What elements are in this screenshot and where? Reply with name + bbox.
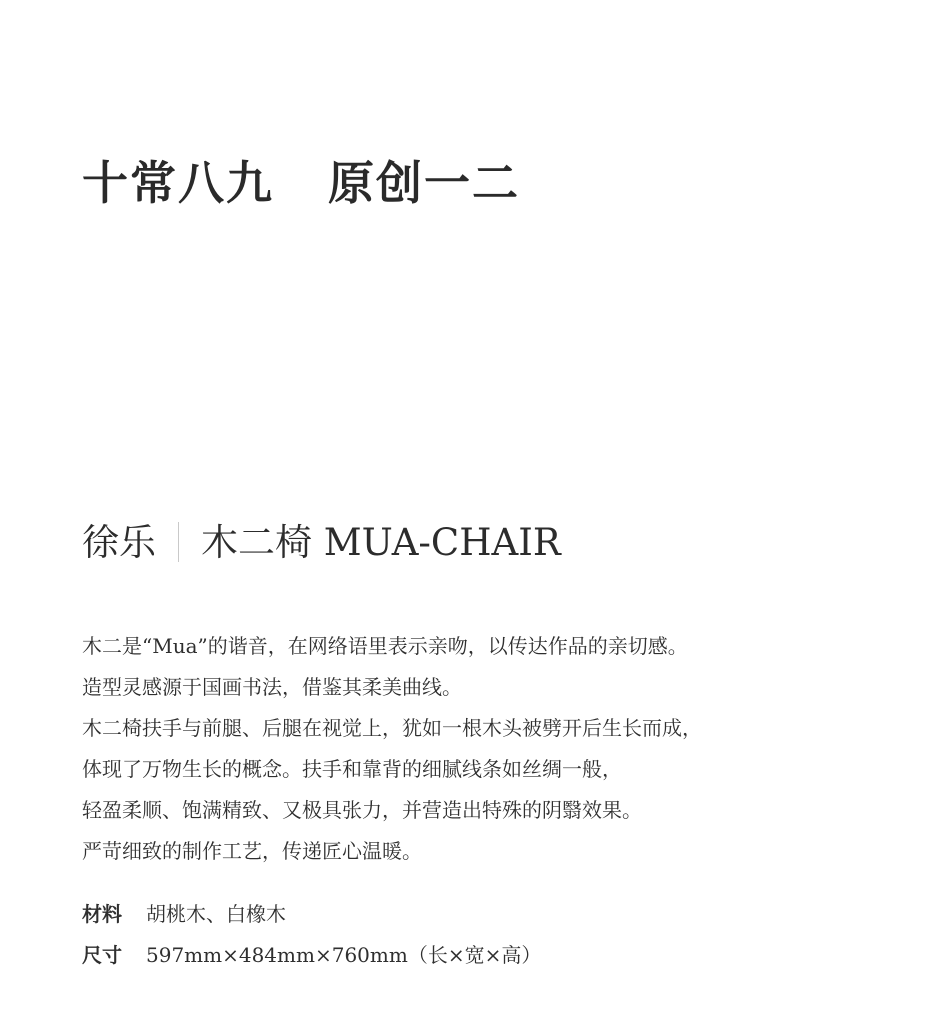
description <box>82 626 902 872</box>
headline <box>82 156 520 210</box>
specs <box>82 894 902 976</box>
headline-part-1: 十常八九 <box>82 156 274 210</box>
title-divider <box>178 522 179 562</box>
spec-row-material <box>82 894 902 935</box>
description-line: 木二椅扶手与前腿、后腿在视觉上，犹如一根木头被劈开后生长而成， <box>82 716 702 740</box>
designer-name: 徐乐 <box>82 520 156 564</box>
material-value: 胡桃木、白橡木 <box>146 902 286 926</box>
description-line: 造型灵感源于国画书法，借鉴其柔美曲线。 <box>82 675 462 699</box>
size-value: 597mm×484mm×760mm（长×宽×高） <box>146 943 542 967</box>
description-line: 体现了万物生长的概念。扶手和靠背的细腻线条如丝绸一般， <box>82 757 622 781</box>
material-label: 材料 <box>82 902 122 926</box>
headline-part-2: 原创一二 <box>328 156 520 210</box>
description-line: 木二是“Mua”的谐音，在网络语里表示亲吻，以传达作品的亲切感。 <box>82 634 688 658</box>
spec-row-size <box>82 935 902 976</box>
size-label: 尺寸 <box>82 943 122 967</box>
description-line: 严苛细致的制作工艺，传递匠心温暖。 <box>82 839 422 863</box>
product-title <box>82 522 561 562</box>
description-line: 轻盈柔顺、饱满精致、又极具张力，并营造出特殊的阴翳效果。 <box>82 798 642 822</box>
product-name: 木二椅 MUA-CHAIR <box>201 520 561 564</box>
